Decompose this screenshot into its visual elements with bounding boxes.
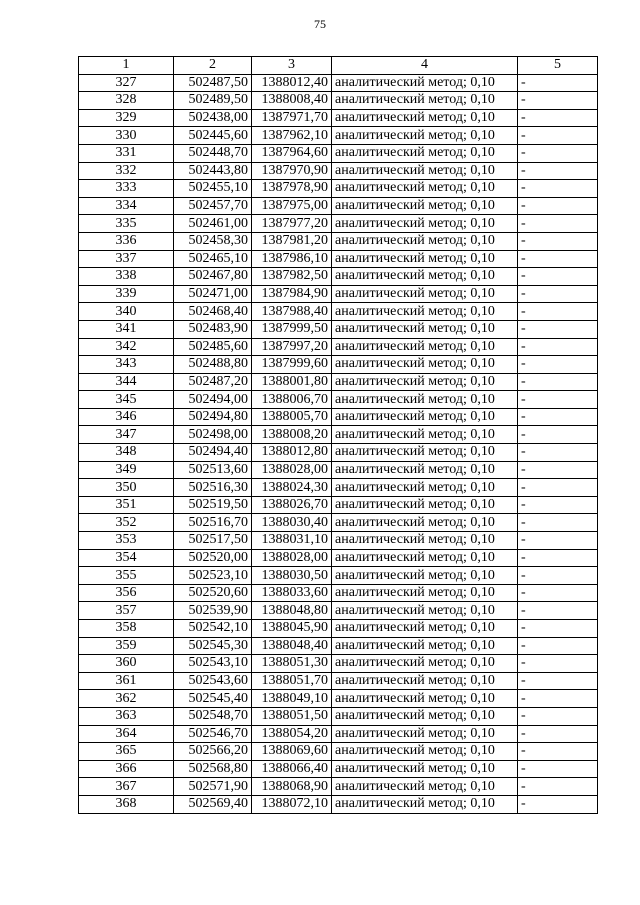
cell-point-number: 341 [79,320,174,338]
table-row [79,725,598,743]
cell-note: - [518,620,598,638]
header-cell-method: 4 [332,57,518,75]
cell-y-coordinate: 1387999,50 [252,320,332,338]
cell-y-coordinate: 1388008,20 [252,426,332,444]
cell-note: - [518,655,598,673]
cell-x-coordinate: 502448,70 [174,144,252,162]
cell-method: аналитический метод; 0,10 [332,92,518,110]
cell-x-coordinate: 502443,80 [174,162,252,180]
cell-x-coordinate: 502548,70 [174,707,252,725]
cell-method: аналитический метод; 0,10 [332,672,518,690]
cell-x-coordinate: 502489,50 [174,92,252,110]
table-row [79,74,598,92]
cell-y-coordinate: 1387971,70 [252,109,332,127]
table-row [79,373,598,391]
cell-point-number: 351 [79,496,174,514]
table-row [79,232,598,250]
cell-x-coordinate: 502487,50 [174,74,252,92]
cell-point-number: 338 [79,268,174,286]
cell-y-coordinate: 1388066,40 [252,760,332,778]
cell-y-coordinate: 1388072,10 [252,795,332,813]
cell-y-coordinate: 1388030,50 [252,567,332,585]
table-row [79,760,598,778]
cell-method: аналитический метод; 0,10 [332,197,518,215]
cell-note: - [518,479,598,497]
cell-point-number: 328 [79,92,174,110]
cell-method: аналитический метод; 0,10 [332,232,518,250]
table-row [79,602,598,620]
cell-y-coordinate: 1388069,60 [252,743,332,761]
cell-x-coordinate: 502461,00 [174,215,252,233]
table-row [79,92,598,110]
cell-x-coordinate: 502465,10 [174,250,252,268]
cell-x-coordinate: 502498,00 [174,426,252,444]
cell-x-coordinate: 502455,10 [174,180,252,198]
table-row [79,391,598,409]
cell-x-coordinate: 502471,00 [174,285,252,303]
table-row [79,637,598,655]
table-row [79,795,598,813]
cell-y-coordinate: 1388005,70 [252,408,332,426]
cell-y-coordinate: 1387978,90 [252,180,332,198]
cell-note: - [518,320,598,338]
cell-y-coordinate: 1387964,60 [252,144,332,162]
cell-method: аналитический метод; 0,10 [332,250,518,268]
cell-point-number: 342 [79,338,174,356]
cell-method: аналитический метод; 0,10 [332,408,518,426]
cell-note: - [518,461,598,479]
cell-note: - [518,602,598,620]
table-row [79,320,598,338]
cell-point-number: 358 [79,620,174,638]
cell-note: - [518,391,598,409]
cell-x-coordinate: 502457,70 [174,197,252,215]
cell-point-number: 337 [79,250,174,268]
cell-x-coordinate: 502438,00 [174,109,252,127]
table-row [79,408,598,426]
cell-y-coordinate: 1388012,40 [252,74,332,92]
cell-point-number: 352 [79,514,174,532]
table-row [79,567,598,585]
cell-y-coordinate: 1387975,00 [252,197,332,215]
cell-method: аналитический метод; 0,10 [332,479,518,497]
cell-point-number: 356 [79,584,174,602]
cell-method: аналитический метод; 0,10 [332,637,518,655]
cell-note: - [518,532,598,550]
cell-point-number: 343 [79,356,174,374]
cell-y-coordinate: 1388048,80 [252,602,332,620]
cell-method: аналитический метод; 0,10 [332,690,518,708]
cell-note: - [518,514,598,532]
cell-x-coordinate: 502494,80 [174,408,252,426]
cell-point-number: 345 [79,391,174,409]
cell-method: аналитический метод; 0,10 [332,373,518,391]
cell-x-coordinate: 502483,90 [174,320,252,338]
cell-method: аналитический метод; 0,10 [332,760,518,778]
cell-y-coordinate: 1388054,20 [252,725,332,743]
table-row [79,620,598,638]
cell-note: - [518,426,598,444]
cell-y-coordinate: 1388048,40 [252,637,332,655]
cell-y-coordinate: 1387984,90 [252,285,332,303]
cell-point-number: 348 [79,444,174,462]
cell-x-coordinate: 502543,60 [174,672,252,690]
cell-note: - [518,162,598,180]
cell-x-coordinate: 502488,80 [174,356,252,374]
cell-y-coordinate: 1387977,20 [252,215,332,233]
cell-x-coordinate: 502519,50 [174,496,252,514]
table-row [79,549,598,567]
cell-method: аналитический метод; 0,10 [332,109,518,127]
cell-x-coordinate: 502487,20 [174,373,252,391]
cell-y-coordinate: 1388028,00 [252,461,332,479]
cell-method: аналитический метод; 0,10 [332,725,518,743]
cell-x-coordinate: 502494,40 [174,444,252,462]
table-row [79,655,598,673]
cell-x-coordinate: 502445,60 [174,127,252,145]
cell-method: аналитический метод; 0,10 [332,426,518,444]
cell-method: аналитический метод; 0,10 [332,127,518,145]
cell-y-coordinate: 1387981,20 [252,232,332,250]
cell-method: аналитический метод; 0,10 [332,549,518,567]
cell-method: аналитический метод; 0,10 [332,444,518,462]
cell-method: аналитический метод; 0,10 [332,180,518,198]
cell-method: аналитический метод; 0,10 [332,514,518,532]
cell-y-coordinate: 1387962,10 [252,127,332,145]
table-row [79,127,598,145]
cell-note: - [518,672,598,690]
table-row [79,197,598,215]
cell-point-number: 331 [79,144,174,162]
table-row [79,444,598,462]
cell-note: - [518,109,598,127]
table-row [79,461,598,479]
cell-y-coordinate: 1388051,70 [252,672,332,690]
cell-x-coordinate: 502571,90 [174,778,252,796]
cell-x-coordinate: 502545,30 [174,637,252,655]
cell-note: - [518,268,598,286]
cell-point-number: 335 [79,215,174,233]
cell-point-number: 359 [79,637,174,655]
cell-method: аналитический метод; 0,10 [332,567,518,585]
cell-y-coordinate: 1387997,20 [252,338,332,356]
cell-x-coordinate: 502485,60 [174,338,252,356]
cell-x-coordinate: 502520,60 [174,584,252,602]
cell-method: аналитический метод; 0,10 [332,795,518,813]
cell-x-coordinate: 502546,70 [174,725,252,743]
cell-x-coordinate: 502539,90 [174,602,252,620]
cell-point-number: 361 [79,672,174,690]
cell-x-coordinate: 502543,10 [174,655,252,673]
cell-note: - [518,373,598,391]
cell-note: - [518,795,598,813]
cell-point-number: 329 [79,109,174,127]
cell-method: аналитический метод; 0,10 [332,391,518,409]
cell-note: - [518,743,598,761]
header-cell-x: 2 [174,57,252,75]
table-row [79,707,598,725]
cell-note: - [518,725,598,743]
cell-note: - [518,637,598,655]
table-row [79,303,598,321]
cell-point-number: 349 [79,461,174,479]
cell-point-number: 365 [79,743,174,761]
cell-point-number: 367 [79,778,174,796]
cell-y-coordinate: 1388006,70 [252,391,332,409]
cell-method: аналитический метод; 0,10 [332,461,518,479]
table-row [79,215,598,233]
cell-y-coordinate: 1388033,60 [252,584,332,602]
cell-x-coordinate: 502569,40 [174,795,252,813]
table-header [79,57,598,75]
cell-point-number: 330 [79,127,174,145]
table-row [79,584,598,602]
cell-note: - [518,197,598,215]
cell-y-coordinate: 1388030,40 [252,514,332,532]
cell-x-coordinate: 502566,20 [174,743,252,761]
cell-y-coordinate: 1388068,90 [252,778,332,796]
cell-note: - [518,232,598,250]
cell-note: - [518,584,598,602]
cell-y-coordinate: 1388049,10 [252,690,332,708]
cell-x-coordinate: 502542,10 [174,620,252,638]
table-row [79,144,598,162]
cell-point-number: 368 [79,795,174,813]
cell-method: аналитический метод; 0,10 [332,620,518,638]
cell-y-coordinate: 1387986,10 [252,250,332,268]
table-row [79,162,598,180]
table-row [79,690,598,708]
table-row [79,180,598,198]
cell-point-number: 355 [79,567,174,585]
cell-method: аналитический метод; 0,10 [332,215,518,233]
cell-x-coordinate: 502517,50 [174,532,252,550]
cell-note: - [518,778,598,796]
table-row [79,778,598,796]
cell-x-coordinate: 502468,40 [174,303,252,321]
cell-x-coordinate: 502494,00 [174,391,252,409]
table-row [79,532,598,550]
cell-x-coordinate: 502516,30 [174,479,252,497]
cell-method: аналитический метод; 0,10 [332,338,518,356]
cell-note: - [518,707,598,725]
cell-method: аналитический метод; 0,10 [332,285,518,303]
cell-note: - [518,408,598,426]
table-row [79,514,598,532]
cell-method: аналитический метод; 0,10 [332,144,518,162]
cell-method: аналитический метод; 0,10 [332,532,518,550]
table-row [79,250,598,268]
cell-x-coordinate: 502520,00 [174,549,252,567]
cell-method: аналитический метод; 0,10 [332,162,518,180]
cell-y-coordinate: 1387982,50 [252,268,332,286]
cell-y-coordinate: 1388012,80 [252,444,332,462]
page-number: 75 [314,17,326,31]
cell-x-coordinate: 502545,40 [174,690,252,708]
cell-y-coordinate: 1388051,50 [252,707,332,725]
cell-note: - [518,74,598,92]
cell-point-number: 366 [79,760,174,778]
header-cell-y: 3 [252,57,332,75]
cell-point-number: 362 [79,690,174,708]
table-row [79,109,598,127]
cell-method: аналитический метод; 0,10 [332,778,518,796]
cell-method: аналитический метод; 0,10 [332,602,518,620]
cell-method: аналитический метод; 0,10 [332,320,518,338]
cell-method: аналитический метод; 0,10 [332,74,518,92]
cell-note: - [518,356,598,374]
cell-y-coordinate: 1388026,70 [252,496,332,514]
cell-x-coordinate: 502568,80 [174,760,252,778]
cell-note: - [518,444,598,462]
cell-point-number: 364 [79,725,174,743]
cell-method: аналитический метод; 0,10 [332,707,518,725]
cell-method: аналитический метод; 0,10 [332,268,518,286]
cell-point-number: 347 [79,426,174,444]
cell-note: - [518,92,598,110]
cell-x-coordinate: 502467,80 [174,268,252,286]
cell-point-number: 363 [79,707,174,725]
cell-point-number: 354 [79,549,174,567]
cell-note: - [518,215,598,233]
cell-point-number: 327 [79,74,174,92]
cell-point-number: 334 [79,197,174,215]
cell-point-number: 344 [79,373,174,391]
cell-note: - [518,144,598,162]
coordinates-table [78,56,598,814]
table-row [79,496,598,514]
table-row [79,743,598,761]
cell-point-number: 350 [79,479,174,497]
cell-note: - [518,760,598,778]
table-row [79,672,598,690]
cell-method: аналитический метод; 0,10 [332,303,518,321]
cell-method: аналитический метод; 0,10 [332,584,518,602]
cell-note: - [518,549,598,567]
cell-note: - [518,285,598,303]
table-row [79,479,598,497]
cell-y-coordinate: 1388045,90 [252,620,332,638]
cell-note: - [518,303,598,321]
cell-x-coordinate: 502513,60 [174,461,252,479]
cell-note: - [518,180,598,198]
cell-x-coordinate: 502516,70 [174,514,252,532]
table-row [79,356,598,374]
table-row [79,268,598,286]
cell-method: аналитический метод; 0,10 [332,496,518,514]
cell-y-coordinate: 1388001,80 [252,373,332,391]
cell-x-coordinate: 502523,10 [174,567,252,585]
table-row [79,285,598,303]
cell-y-coordinate: 1388024,30 [252,479,332,497]
cell-method: аналитический метод; 0,10 [332,743,518,761]
cell-point-number: 360 [79,655,174,673]
cell-point-number: 346 [79,408,174,426]
cell-note: - [518,127,598,145]
cell-y-coordinate: 1387988,40 [252,303,332,321]
table-body [79,74,598,813]
cell-point-number: 340 [79,303,174,321]
cell-point-number: 353 [79,532,174,550]
cell-point-number: 336 [79,232,174,250]
header-cell-note: 5 [518,57,598,75]
cell-note: - [518,496,598,514]
cell-y-coordinate: 1388028,00 [252,549,332,567]
cell-point-number: 357 [79,602,174,620]
cell-point-number: 332 [79,162,174,180]
cell-x-coordinate: 502458,30 [174,232,252,250]
cell-y-coordinate: 1388051,30 [252,655,332,673]
cell-note: - [518,250,598,268]
header-cell-point: 1 [79,57,174,75]
cell-method: аналитический метод; 0,10 [332,655,518,673]
cell-y-coordinate: 1387970,90 [252,162,332,180]
table-row [79,426,598,444]
cell-point-number: 333 [79,180,174,198]
cell-method: аналитический метод; 0,10 [332,356,518,374]
cell-note: - [518,338,598,356]
cell-y-coordinate: 1388031,10 [252,532,332,550]
cell-note: - [518,567,598,585]
cell-y-coordinate: 1388008,40 [252,92,332,110]
cell-point-number: 339 [79,285,174,303]
cell-note: - [518,690,598,708]
table-row [79,338,598,356]
cell-y-coordinate: 1387999,60 [252,356,332,374]
header-row [79,57,598,75]
